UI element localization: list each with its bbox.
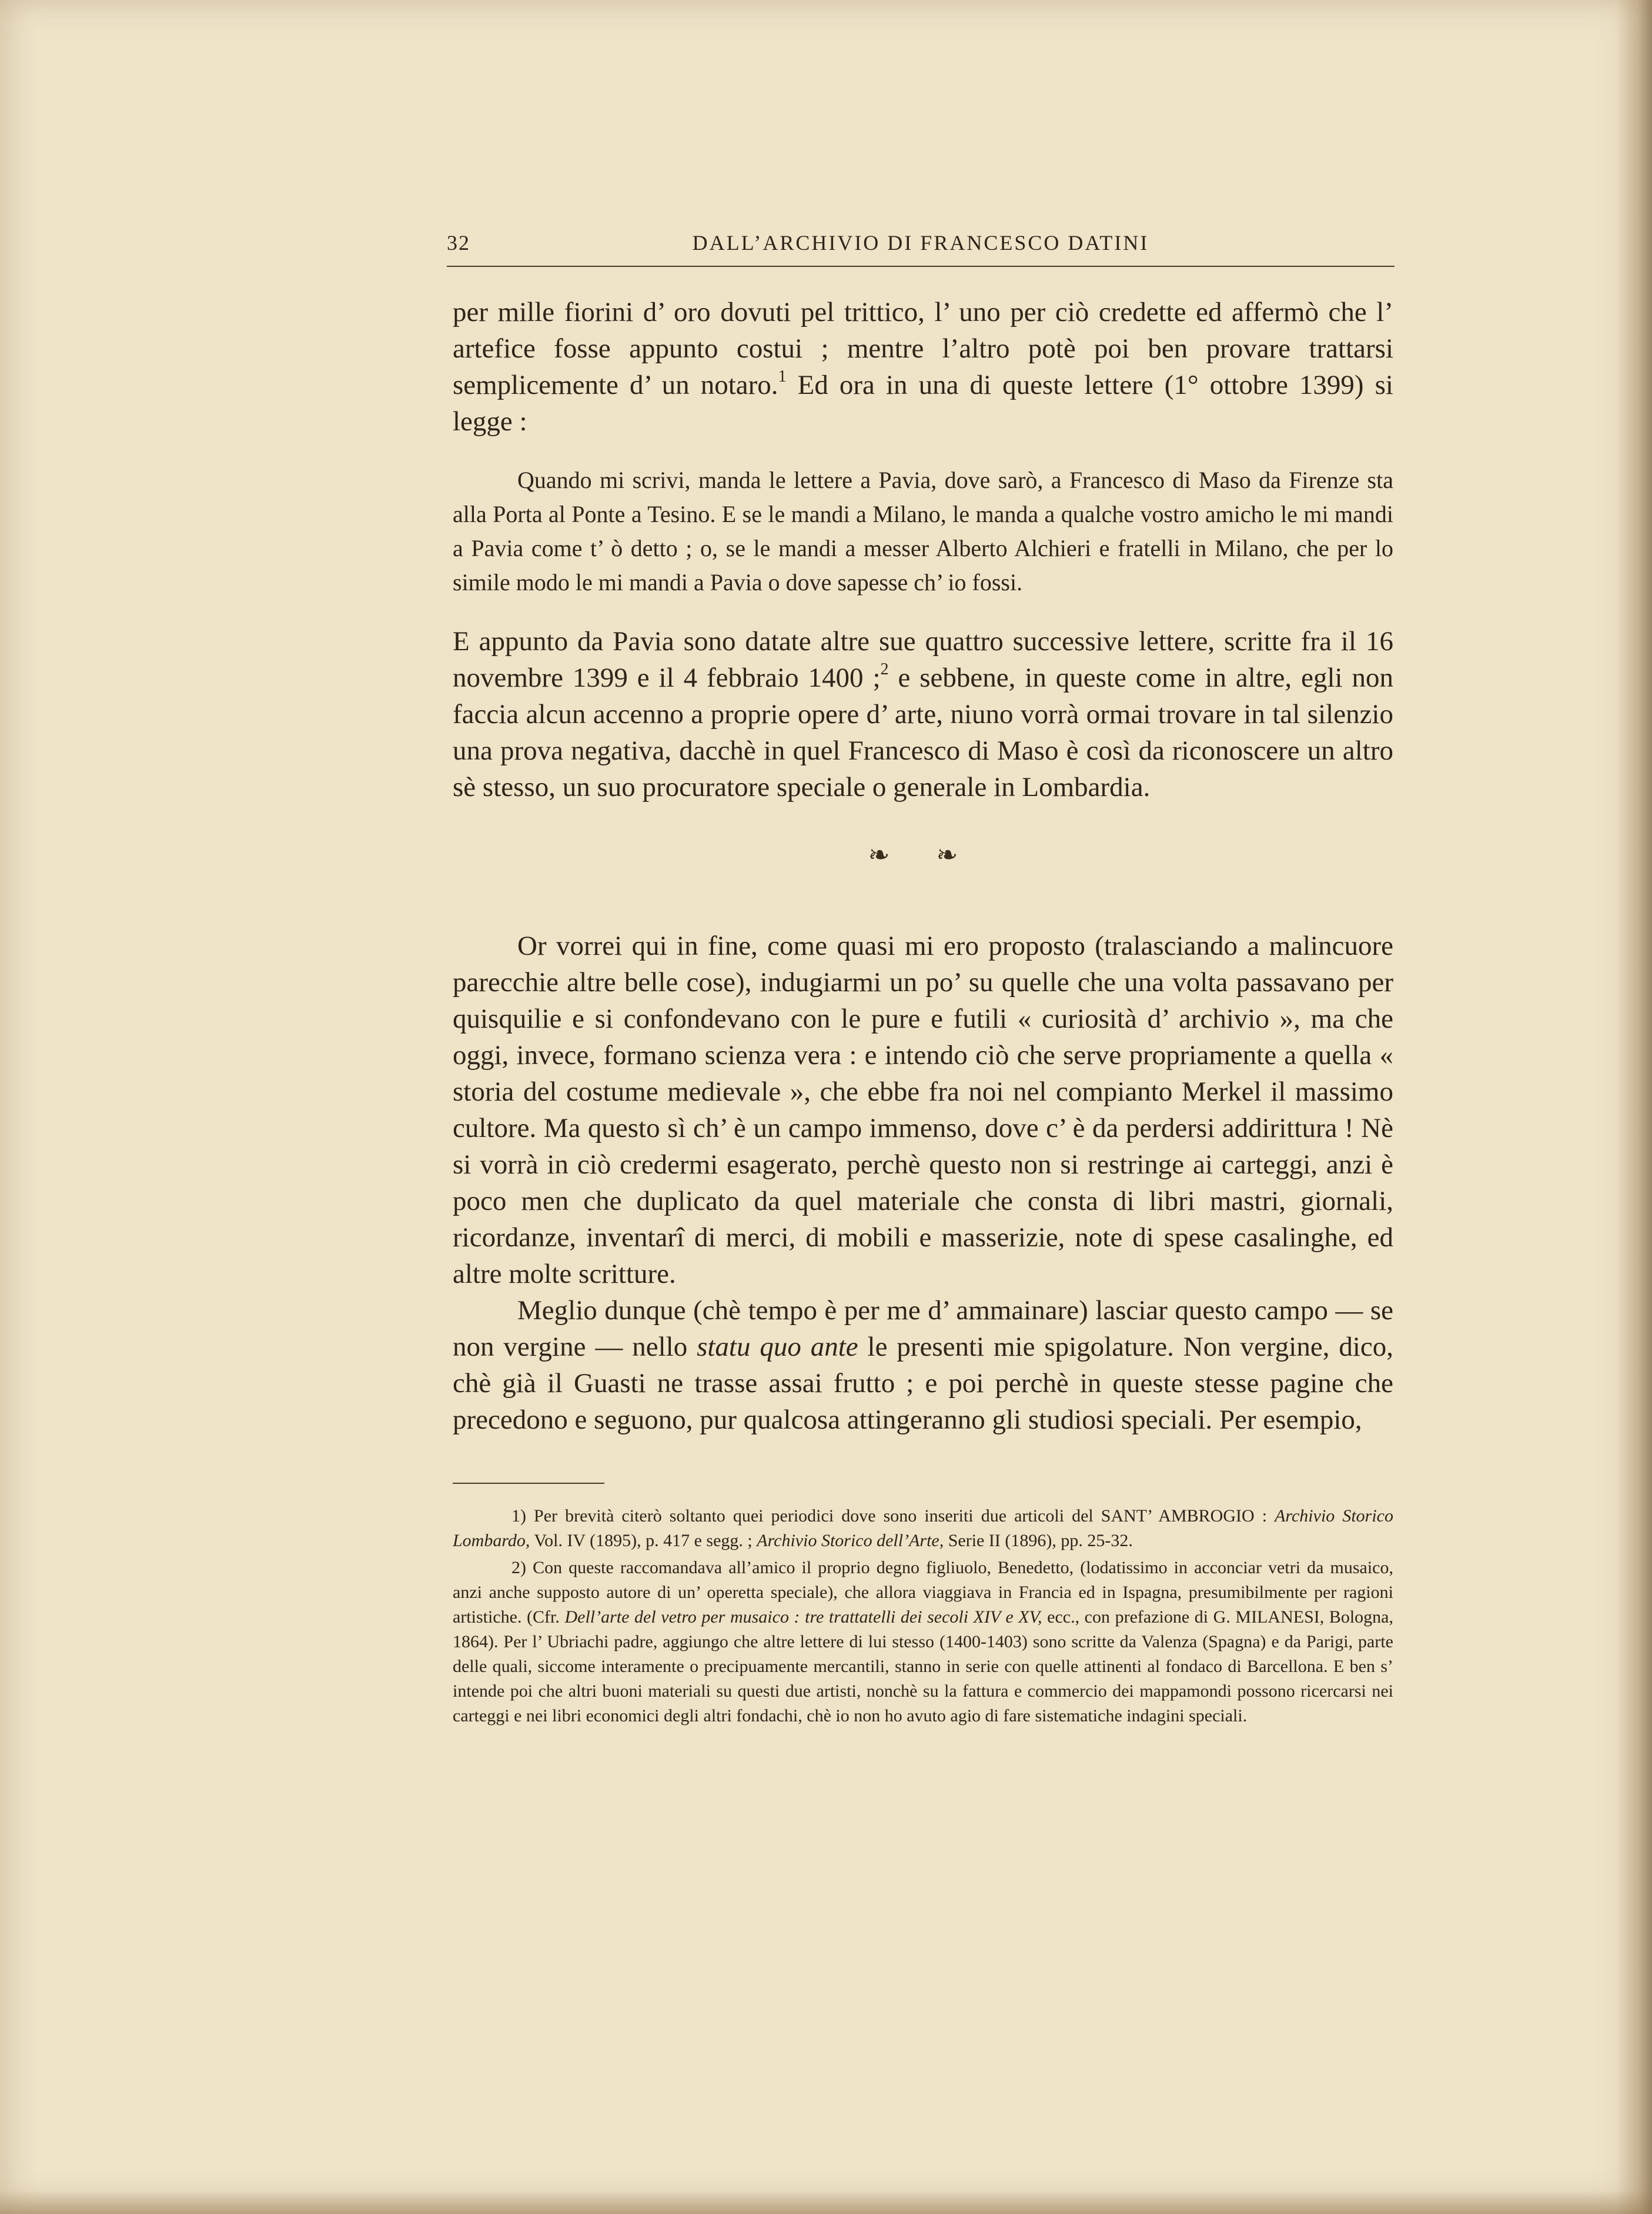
footnote-2-text: 2) Con queste raccomandava all’amico il proprio degno figliuolo, Benedetto, (lodatissimo in acconciar vetri da musaico, anzi anche supposto autore di un’ operetta speciale), che allora viaggiava in Francia ed in Ispagna, presumibilmente per ragioni artistiche. (Cfr.: [453, 1558, 1393, 1627]
latin-phrase: statu quo ante: [697, 1332, 858, 1362]
footnotes: [453, 1504, 1393, 1731]
footnote-rule: [453, 1483, 604, 1484]
running-header: [447, 227, 1394, 262]
block-quote: Quando mi scrivi, manda le lettere a Pavia, dove sarò, a Francesco di Maso da Firenze sta alla Porta al Ponte a Tesino. E se le mandi a Milano, le manda a qualche vostro amicho le mi mandi a Pavia come t’ ò detto ; o, se le mandi a messer Alberto Alchieri e fratelli in Milano, che per lo simile modo le mi mandi a Pavia o dove sapesse ch’ io fossi.: [453, 467, 1393, 596]
footnote-1-text: 1) Per brevità citerò soltanto quei periodici dove sono inseriti due articoli del SANT’ AMBROGIO :: [511, 1506, 1275, 1526]
page-number: 32: [447, 231, 470, 255]
footnote-2-book-title: Dell’arte del vetro per musaico : tre trattatelli dei secoli XIV e XV,: [564, 1607, 1042, 1627]
footnote-1-journal-1: Archivio Storico Lombardo,: [453, 1506, 1393, 1550]
footnote-1: [453, 1504, 1393, 1553]
footnote-1-text-b: Vol. IV (1895), p. 417 e segg. ;: [530, 1531, 757, 1550]
footnote-1-text-c: Serie II (1896), pp. 25-32.: [944, 1531, 1133, 1550]
footnote-ref-2: 2: [880, 660, 889, 679]
paragraph-2-text: E appunto da Pavia sono datate altre sue quattro successive lettere, scritte fra il 16 novembre 1399 e il 4 febbraio 1400 ;: [453, 626, 1393, 693]
paragraph-2: [453, 623, 1393, 805]
running-title: DALL’ARCHIVIO DI FRANCESCO DATINI: [692, 231, 1149, 255]
footnote-2: [453, 1556, 1393, 1728]
paragraph-1-tail: Ed ora in una di queste lettere (1° ottobre 1399) si legge :: [453, 370, 1393, 437]
paragraph-3: Or vorrei qui in fine, come quasi mi ero proposto (tralasciando a malincuore parecchie altre belle cose), indugiarmi un po’ su quelle che una volta passavano per quisquilie e si confondevano con le pure e futili « curiosità d’ archivio », ma che oggi, invece, formano scienza vera : e intendo ciò che serve propriamente a quella « storia del costume medievale », che ebbe fra noi nel compianto Merkel il massimo cultore. Ma questo sì ch’ è un campo immenso, dove c’ è da perdersi addirittura ! Nè si vorrà in ciò credermi esagerato, perchè questo non si restringe ai carteggi, anzi è poco men che duplicato da quel materiale che consta di libri mastri, giornali, ricordanze, inventarî di merci, di mobili e masserizie, note di spese casalinghe, ed altre molte scritture.: [453, 931, 1393, 1289]
page-edge-shadow: [1617, 0, 1652, 2214]
paragraph-4-tail: le presenti mie spigolature. Non vergine, dico, chè già il Guasti ne trasse assai frutto ; e poi perchè in queste stesse pagine che precedono e seguono, pur qualcosa attingeranno gli studiosi speciali. Per esempio,: [453, 1332, 1393, 1435]
main-text: [453, 294, 1393, 1438]
paragraph-1-text: per mille fiorini d’ oro dovuti pel trittico, l’ uno per ciò credette ed affermò che l’ artefice fosse appunto costui ; mentre l’altro potè poi ben provare trattarsi semplicemente d’ un notaro.: [453, 297, 1393, 400]
header-rule: [447, 266, 1394, 267]
footnote-ref-1: 1: [778, 367, 787, 386]
paragraph-4-text: Meglio dunque (chè tempo è per me d’ ammainare) lasciar questo campo — se non vergine — nello: [453, 1295, 1393, 1362]
footnote-2-text-b: ecc., con prefazione di G. MILANESI, Bologna, 1864). Per l’ Ubriachi padre, aggiungo che altre lettere di lui stesso (1400-1403) sono scritte da Valenza (Spagna) e da Parigi, parte delle quali, siccome interamente o precipuamente mercantili, stanno in serie con quelle attinenti al fondaco di Barcellona. E ben s’ intende poi che altri buoni materiali su questi due artisti, nonchè su la fattura e commercio dei mappamondi possono ricercarsi nei carteggi e nei libri economici degli altri fondachi, chè io non ho avuto agio di fare sistematiche indagini speciali.: [453, 1607, 1394, 1725]
paragraph-2-tail: e sebbene, in queste come in altre, egli non faccia alcun accenno a proprie opere d’ arte, niuno vorrà ormai trovare in tal silenzio una prova negativa, dacchè in quel Francesco di Maso è così da riconoscere un altro sè stesso, un suo procuratore speciale o generale in Lombardia.: [453, 663, 1393, 802]
paragraph-4: [453, 1292, 1393, 1438]
section-ornament: ❧ ❧: [868, 841, 978, 869]
footnote-1-journal-2: Archivio Storico dell’Arte,: [757, 1531, 944, 1550]
page-bottom-shadow: [0, 2190, 1652, 2214]
paragraph-1: [453, 294, 1393, 440]
